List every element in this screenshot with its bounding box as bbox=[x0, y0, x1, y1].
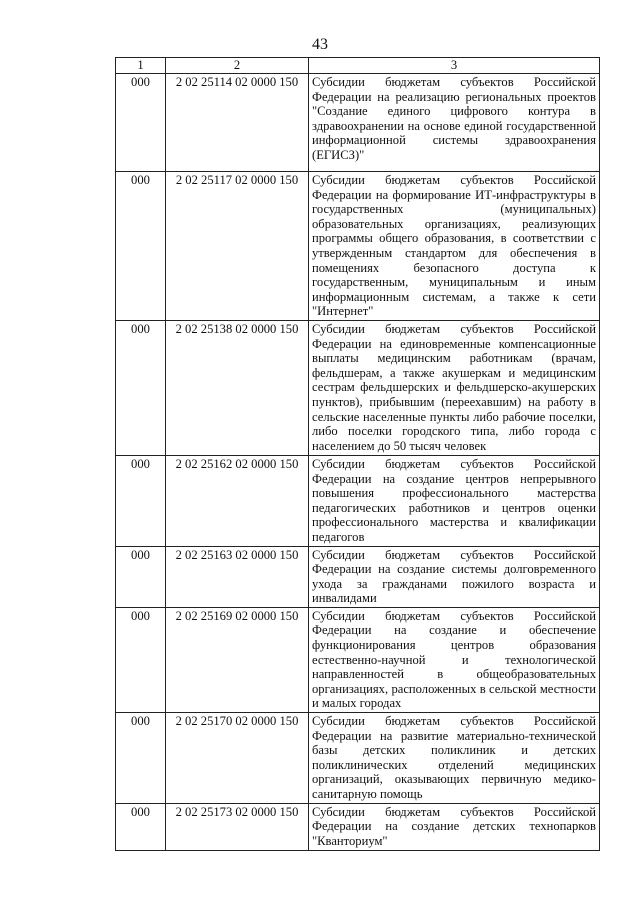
description-cell: Субсидии бюджетам субъектов Российской Федерации на создание детских технопарков "Кванториум" bbox=[309, 803, 600, 850]
description-cell: Субсидии бюджетам субъектов Российской Федерации на реализацию региональных проектов "Создание единого цифрового контура в здравоохранении на основе единой государственной информационной системы здравоохранения (ЕГИСЗ)" bbox=[309, 74, 600, 172]
table-header-row bbox=[116, 58, 600, 74]
description-cell: Субсидии бюджетам субъектов Российской Федерации на создание центров непрерывного повышения профессионального мастерства педагогических работников и центров оценки профессионального мастерства и квалификации педагогов bbox=[309, 455, 600, 546]
table-row bbox=[116, 320, 600, 455]
budget-code-cell: 2 02 25170 02 0000 150 bbox=[166, 713, 309, 804]
column-header-1: 1 bbox=[116, 58, 166, 74]
admin-code-cell: 000 bbox=[116, 320, 166, 455]
column-header-2: 2 bbox=[166, 58, 309, 74]
description-cell: Субсидии бюджетам субъектов Российской Федерации на единовременные компенсационные выплаты медицинским работникам (врачам, фельдшерам, а также акушеркам и медицинским сестрам фельдшерских и фельдшерско-акушерских пунктов), прибывшим (переехавшим) на работу в сельские населенные пункты либо рабочие поселки, либо поселки городского типа, либо города с населением до 50 тысяч человек bbox=[309, 320, 600, 455]
table-row bbox=[116, 713, 600, 804]
table-row bbox=[116, 803, 600, 850]
budget-code-cell: 2 02 25114 02 0000 150 bbox=[166, 74, 309, 172]
description-cell: Субсидии бюджетам субъектов Российской Федерации на формирование ИТ-инфраструктуры в государственных (муниципальных) образовательных организациях, реализующих программы общего образования, в соответствии с утвержденным стандартом для обеспечения в помещениях безопасного доступа к государственным, муниципальным и иным информационным системам, а также к сети "Интернет" bbox=[309, 172, 600, 321]
column-header-3: 3 bbox=[309, 58, 600, 74]
budget-code-cell: 2 02 25138 02 0000 150 bbox=[166, 320, 309, 455]
admin-code-cell: 000 bbox=[116, 74, 166, 172]
admin-code-cell: 000 bbox=[116, 172, 166, 321]
admin-code-cell: 000 bbox=[116, 713, 166, 804]
description-cell: Субсидии бюджетам субъектов Российской Федерации на создание системы долговременного ухода за гражданами пожилого возраста и инвалидами bbox=[309, 546, 600, 607]
budget-code-cell: 2 02 25117 02 0000 150 bbox=[166, 172, 309, 321]
admin-code-cell: 000 bbox=[116, 455, 166, 546]
budget-code-cell: 2 02 25173 02 0000 150 bbox=[166, 803, 309, 850]
budget-code-cell: 2 02 25162 02 0000 150 bbox=[166, 455, 309, 546]
admin-code-cell: 000 bbox=[116, 607, 166, 712]
budget-codes-table bbox=[115, 57, 600, 851]
page-number: 43 bbox=[312, 36, 328, 53]
table-row bbox=[116, 74, 600, 172]
budget-code-cell: 2 02 25163 02 0000 150 bbox=[166, 546, 309, 607]
table-row bbox=[116, 546, 600, 607]
admin-code-cell: 000 bbox=[116, 546, 166, 607]
description-cell: Субсидии бюджетам субъектов Российской Федерации на создание и обеспечение функционирования центров образования естественно-научной и технологической направленностей в общеобразовательных организациях, расположенных в сельской местности и малых городах bbox=[309, 607, 600, 712]
admin-code-cell: 000 bbox=[116, 803, 166, 850]
table-row bbox=[116, 607, 600, 712]
table-row bbox=[116, 455, 600, 546]
description-cell: Субсидии бюджетам субъектов Российской Федерации на развитие материально-технической базы детских поликлиник и детских поликлинических отделений медицинских организаций, оказывающих первичную медико-санитарную помощь bbox=[309, 713, 600, 804]
table-row bbox=[116, 172, 600, 321]
budget-code-cell: 2 02 25169 02 0000 150 bbox=[166, 607, 309, 712]
